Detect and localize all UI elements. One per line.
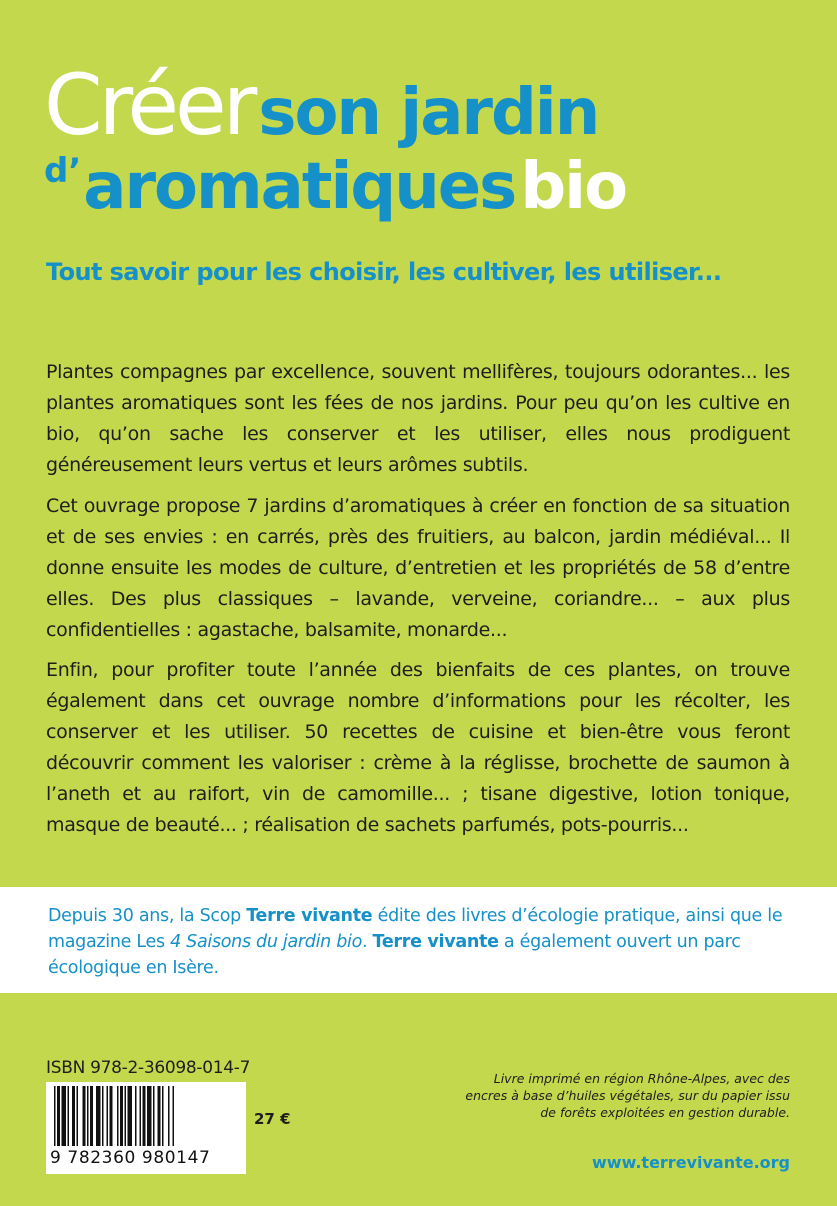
barcode: [46, 1082, 246, 1174]
body-paragraph-1: Plantes compagnes par excellence, souvent mellifères, toujours odorantes... les plantes aromatiques sont les fées de nos jardins. Pour peu qu’on les cultive en bio, qu’on sache les conserver et les utiliser, elles nous prodiguent généreusement leurs vertus et leurs arômes subtils.: [46, 361, 790, 476]
publisher-text-part4: a également ouvert un parc écologique en Isère.: [48, 932, 741, 978]
publisher-text-part1: Depuis 30 ans, la Scop: [48, 906, 247, 926]
imprint-notice: Livre imprimé en région Rhône-Alpes, avec des encres à base d’huiles végétales, sur du papier issu de forêts exploitées en gestion durable.: [465, 1071, 790, 1120]
body-paragraph-2: Cet ouvrage propose 7 jardins d’aromatiques à créer en fonction de sa situation et de ses envies : en carrés, près des fruitiers, au balcon, jardin médiéval... Il donne ensuite les modes de culture, d’entretien et les propriétés de 58 d’entre elles. Des plus classiques – lavande, verveine, coriandre... – aux plus confidentielles : agastache, balsamite, monarde...: [46, 495, 790, 641]
publisher-text-part3: .: [362, 932, 373, 952]
title-line-2: [44, 150, 626, 224]
title-bio: bio: [520, 150, 627, 224]
title-word-creer: Créer: [44, 56, 254, 154]
title-line-1: [44, 56, 598, 154]
subtitle: Tout savoir pour les choisir, les cultiver, les utiliser...: [46, 258, 722, 286]
title-son-jardin: son jardin: [258, 76, 599, 150]
publisher-text-part2: édite des livres d’écologie pratique, ainsi que le magazine Les: [48, 906, 783, 952]
publisher-band: [0, 887, 837, 993]
title-prefix: d’: [44, 151, 82, 191]
magazine-title: 4 Saisons du jardin bio: [170, 932, 362, 952]
publisher-brand: Terre vivante: [246, 906, 373, 926]
publisher-brand-2: Terre vivante: [372, 932, 499, 952]
price: 27 €: [254, 1110, 291, 1128]
isbn-label: ISBN 978-2-36098-014-7: [46, 1058, 251, 1078]
body-paragraph-3: Enfin, pour profiter toute l’année des bienfaits de ces plantes, on trouve également dans cet ouvrage nombre d’informations pour les récolter, les conserver et les utiliser. 50 recettes de cuisine et bien-être vous feront découvrir comment les valoriser : crème à la réglisse, brochette de saumon à l’aneth et au raifort, vin de camomille... ; tisane digestive, lotion tonique, masque de beauté... ; réalisation de sachets parfumés, pots-pourris...: [46, 659, 790, 836]
publisher-text: [48, 903, 788, 981]
website-link[interactable]: www.terrevivante.org: [592, 1153, 790, 1172]
barcode-digits: 9 782360 980147: [50, 1148, 211, 1168]
title-aromatiques: aromatiques: [83, 150, 516, 224]
